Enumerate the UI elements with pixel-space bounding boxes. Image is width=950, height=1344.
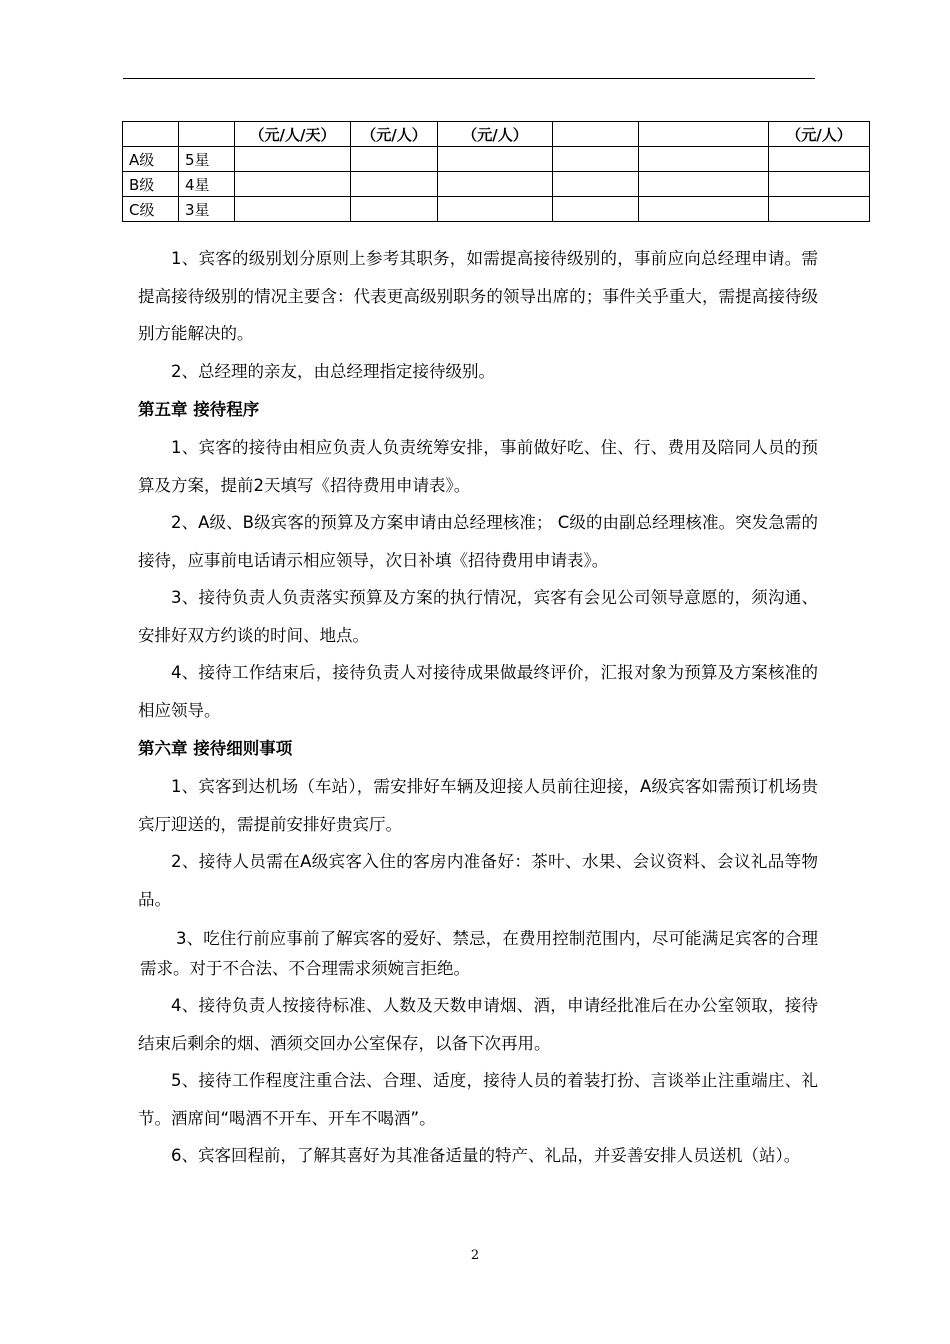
paragraph: 6、宾客回程前，了解其喜好为其准备适量的特产、礼品，并妥善安排人员送机（站）。 [171, 1146, 801, 1165]
header-cell: （元/人/天） [235, 122, 351, 147]
paragraph: 2、A级、B级宾客的预算及方案申请由总经理核准； C级的由副总经理核准。突发急需的接待，应事前电话请示相应领导，次日补填《招待费用申请表》。 [138, 513, 818, 570]
header-cell: （元/人） [351, 122, 438, 147]
chapter-heading: 第五章 接待程序 [138, 400, 260, 419]
paragraph: 3、接待负责人负责落实预算及方案的执行情况，宾客有会见公司领导意愿的，须沟通、安排好双方约谈的时间、地点。 [138, 588, 818, 645]
paragraph: 4、接待工作结束后，接待负责人对接待成果做最终评价，汇报对象为预算及方案核准的相应领导。 [138, 663, 818, 720]
level-cell: C级 [123, 197, 179, 222]
level-cell: B级 [123, 172, 179, 197]
table-row [123, 172, 870, 197]
reception-standards-table [122, 121, 870, 222]
table-header-row [123, 122, 870, 147]
header-cell: （元/人） [438, 122, 553, 147]
table-row [123, 147, 870, 172]
table-row [123, 197, 870, 222]
star-cell: 4星 [179, 172, 235, 197]
header-cell [123, 122, 179, 147]
star-cell: 5星 [179, 147, 235, 172]
chapter-heading: 第六章 接待细则事项 [138, 739, 293, 758]
header-cell [639, 122, 769, 147]
star-cell: 3星 [179, 197, 235, 222]
level-cell: A级 [123, 147, 179, 172]
paragraph: 1、宾客的级别划分原则上参考其职务，如需提高接待级别的，事前应向总经理申请。需提高接待级别的情况主要含：代表更高级别职务的领导出席的；事件关乎重大，需提高接待级别方能解决的。 [138, 249, 818, 343]
paragraph: 2、接待人员需在A级宾客入住的客房内准备好：茶叶、水果、会议资料、会议礼品等物品。 [138, 852, 818, 909]
header-cell [553, 122, 639, 147]
paragraph: 1、宾客的接待由相应负责人负责统筹安排，事前做好吃、住、行、费用及陪同人员的预算及方案，提前2天填写《招待费用申请表》。 [138, 438, 818, 495]
header-cell: （元/人） [769, 122, 870, 147]
paragraph: 2、总经理的亲友，由总经理指定接待级别。 [171, 361, 495, 381]
paragraph: 5、接待工作程度注重合法、合理、适度，接待人员的着装打扮、言谈举止注重端庄、礼节。酒席间“喝酒不开车、开车不喝酒”。 [138, 1071, 818, 1128]
paragraph: 4、接待负责人按接待标准、人数及天数申请烟、酒，申请经批准后在办公室领取，接待结束后剩余的烟、酒须交回办公室保存，以备下次再用。 [138, 996, 818, 1053]
paragraph: 3、吃住行前应事前了解宾客的爱好、禁忌，在费用控制范围内，尽可能满足宾客的合理需求。对于不合法、不合理需求须婉言拒绝。 [140, 929, 818, 978]
page-number: 2 [470, 1248, 480, 1263]
paragraph: 1、宾客到达机场（车站），需安排好车辆及迎接人员前往迎接，A级宾客如需预订机场贵宾厅迎送的，需提前安排好贵宾厅。 [138, 777, 818, 834]
header-rule [123, 78, 815, 79]
document-body [138, 240, 818, 1175]
header-cell [179, 122, 235, 147]
